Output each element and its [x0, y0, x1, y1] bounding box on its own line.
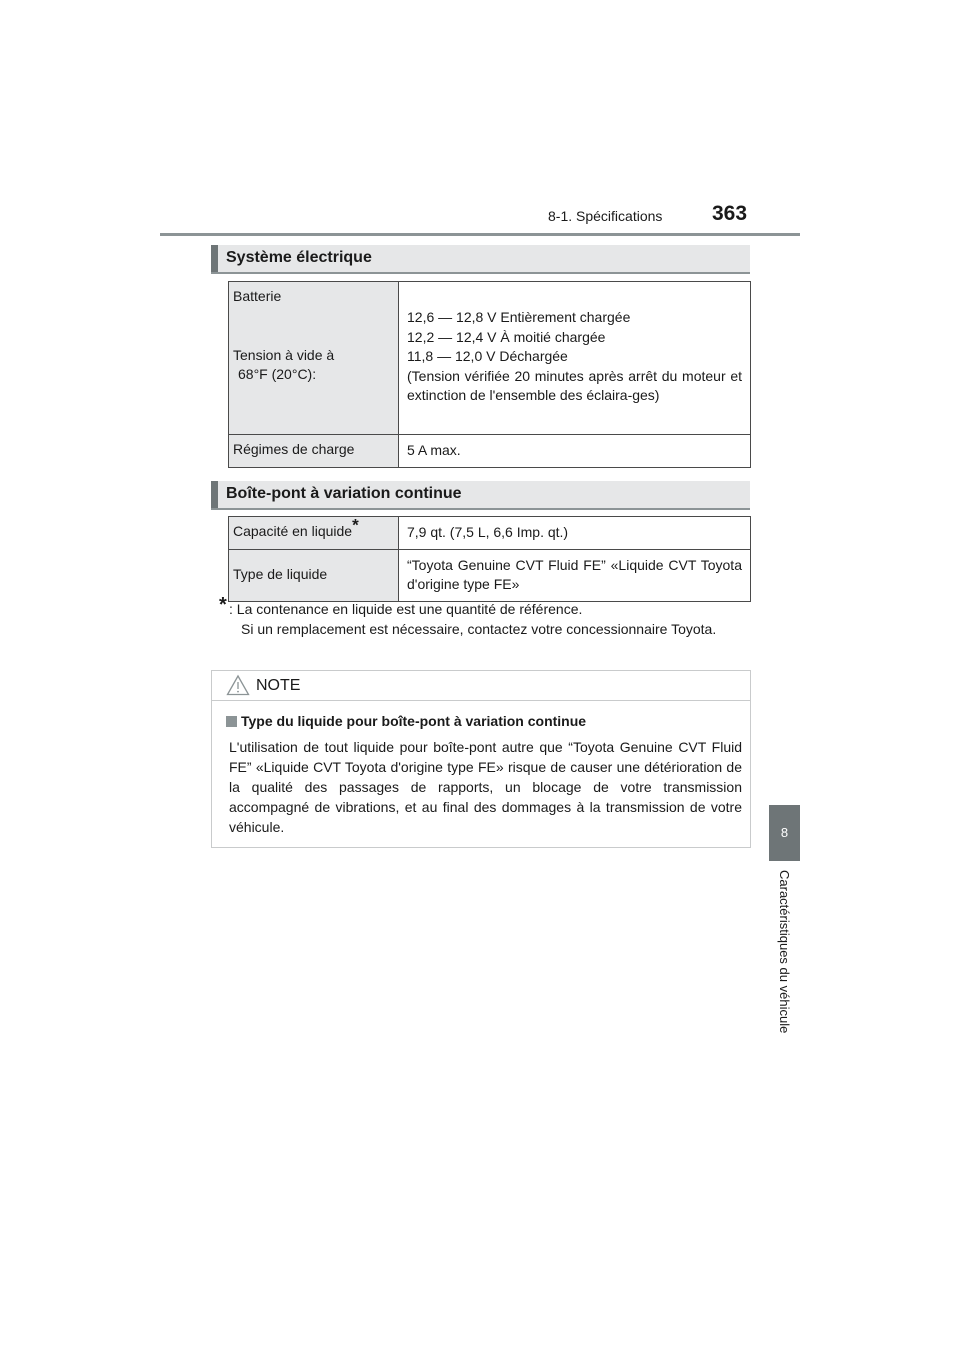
heading-bar [211, 245, 218, 272]
section-heading-cvt [211, 481, 750, 510]
note-title [226, 713, 586, 729]
note-header [212, 671, 750, 701]
cvt-spec-table [228, 516, 751, 602]
header-rule [160, 233, 800, 236]
fluid-capacity-label-cell [229, 517, 399, 550]
note-body: L'utilisation de tout liquide pour boîte-pont autre que “Toyota Genuine CVT Fluid FE” «Liquide CVT Toyota d'origine type FE» risque de causer une détérioration de la qualité des passages de rapports, un blocage de votre transmission accompagné de vibrations, et au final des dommages à la transmission de votre véhicule. [229, 739, 742, 835]
section-heading-text: Boîte-pont à variation continue [226, 485, 462, 502]
footnote-star: * [219, 594, 227, 616]
voltage-note: (Tension vérifiée 20 minutes après arrêt du moteur et extinction de l'ensemble des éclaira-ges) [407, 367, 742, 403]
section-heading-electrical [211, 245, 750, 274]
chapter-tab: 8 [769, 805, 800, 861]
page-number: 363 [712, 202, 748, 225]
fluid-capacity-value: 7,9 qt. (7,5 L, 6,6 Imp. qt.) [399, 517, 751, 550]
footnote-text-continued: Si un remplacement est nécessaire, contactez votre concessionnaire Toyota. [241, 621, 717, 637]
footnote-text: : La contenance en liquide est une quantité de référence. [229, 601, 583, 617]
battery-value-cell [399, 282, 751, 435]
note-box [211, 670, 751, 848]
battery-voltage-label: Tension à vide à [233, 346, 335, 363]
charge-rate-value: 5 A max. [399, 435, 751, 468]
chapter-title: Caractéristiques du véhicule [777, 870, 792, 1034]
table-row [229, 549, 751, 601]
header-section-title: 8-1. Spécifications [548, 208, 663, 224]
voltage-discharged: 11,8 — 12,0 V Déchargée [407, 348, 568, 364]
table-row [229, 282, 751, 435]
table-row [229, 435, 751, 468]
fluid-type-value: “Toyota Genuine CVT Fluid FE” «Liquide CVT Toyota d'origine type FE» [399, 549, 751, 601]
battery-label: Batterie [233, 288, 282, 304]
note-label: NOTE [256, 677, 301, 694]
footnote [219, 594, 745, 639]
section-heading-text: Système électrique [226, 249, 372, 266]
fluid-capacity-label: Capacité en liquide [233, 523, 353, 539]
note-title-text: Type du liquide pour boîte-pont à variation continue [241, 713, 587, 729]
voltage-full: 12,6 — 12,8 V Entièrement chargée [407, 309, 631, 325]
warning-icon [226, 674, 250, 696]
voltage-half: 12,2 — 12,4 V À moitié chargée [407, 328, 606, 345]
charge-rate-label: Régimes de charge [229, 435, 399, 468]
chapter-side-label [760, 870, 808, 1060]
battery-temperature-label: 68°F (20°C): [238, 366, 317, 382]
bullet-square-icon [226, 716, 237, 727]
fluid-type-label: Type de liquide [229, 549, 399, 601]
electrical-spec-table [228, 281, 751, 468]
table-row [229, 517, 751, 550]
footnote-mark: * [352, 515, 359, 535]
battery-label-cell [229, 282, 399, 435]
heading-bar [211, 481, 218, 508]
